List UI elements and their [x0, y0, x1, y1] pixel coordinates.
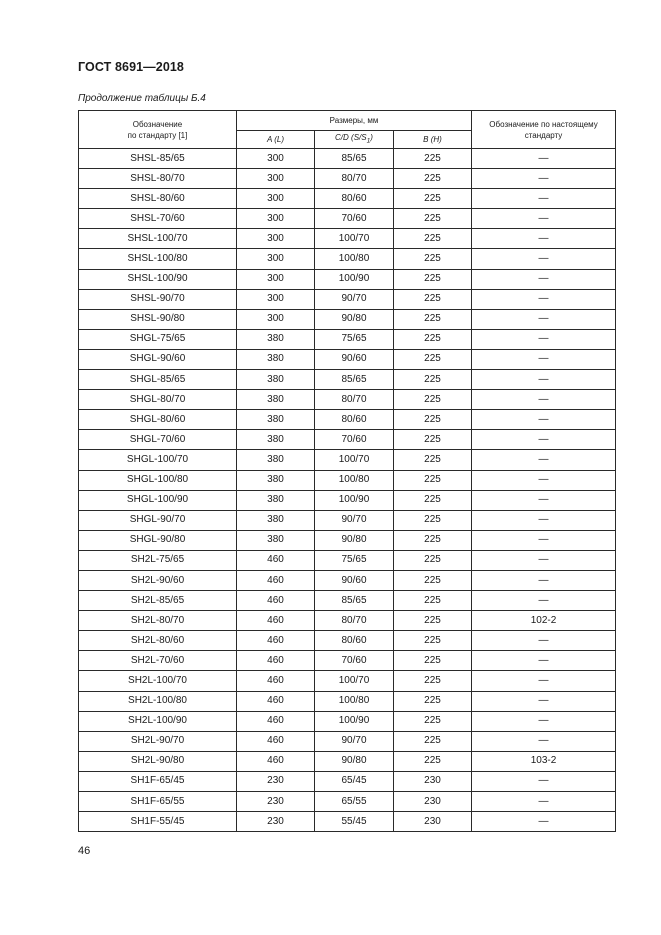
- cd-cell: 55/45: [315, 812, 394, 832]
- col-header-b: B (H): [394, 131, 472, 149]
- b-cell: 225: [394, 229, 472, 249]
- cd-cell: 100/80: [315, 249, 394, 269]
- national-designation-cell: —: [472, 370, 616, 390]
- cd-cell: 80/60: [315, 410, 394, 430]
- b-cell: 225: [394, 329, 472, 349]
- table-row: [79, 390, 616, 410]
- table-row: [79, 149, 616, 169]
- national-designation-cell: 103-2: [472, 751, 616, 771]
- cd-cell: 85/65: [315, 591, 394, 611]
- a-cell: 460: [237, 591, 315, 611]
- dimensions-table: [78, 110, 616, 832]
- cd-cell: 90/80: [315, 530, 394, 550]
- a-cell: 460: [237, 651, 315, 671]
- national-designation-cell: —: [472, 169, 616, 189]
- table-row: [79, 530, 616, 550]
- national-designation-cell: —: [472, 430, 616, 450]
- b-cell: 225: [394, 591, 472, 611]
- b-cell: 230: [394, 812, 472, 832]
- designation-cell: SHGL-80/70: [79, 390, 237, 410]
- national-designation-cell: —: [472, 309, 616, 329]
- b-cell: 225: [394, 731, 472, 751]
- b-cell: 225: [394, 370, 472, 390]
- cd-cell: 70/60: [315, 430, 394, 450]
- national-designation-cell: 102-2: [472, 611, 616, 631]
- designation-cell: SHGL-85/65: [79, 370, 237, 390]
- b-cell: 225: [394, 169, 472, 189]
- cd-cell: 75/65: [315, 550, 394, 570]
- col-header-cd-close: ): [370, 133, 373, 143]
- b-cell: 225: [394, 651, 472, 671]
- table-row: [79, 771, 616, 791]
- document-header: ГОСТ 8691—2018: [78, 60, 184, 74]
- col-header-cd: [315, 131, 394, 149]
- national-designation-cell: —: [472, 591, 616, 611]
- a-cell: 380: [237, 430, 315, 450]
- table-row: [79, 591, 616, 611]
- designation-cell: SHSL-70/60: [79, 209, 237, 229]
- designation-cell: SH2L-90/80: [79, 751, 237, 771]
- col-header-cd-base: C/D (S/S: [335, 133, 367, 143]
- b-cell: 225: [394, 550, 472, 570]
- designation-cell: SHGL-70/60: [79, 430, 237, 450]
- a-cell: 460: [237, 751, 315, 771]
- cd-cell: 80/70: [315, 169, 394, 189]
- designation-cell: SH1F-65/45: [79, 771, 237, 791]
- col-header-a: A (L): [237, 131, 315, 149]
- a-cell: 460: [237, 731, 315, 751]
- cd-cell: 70/60: [315, 209, 394, 229]
- national-designation-cell: —: [472, 771, 616, 791]
- national-designation-cell: —: [472, 209, 616, 229]
- designation-cell: SH1F-65/55: [79, 792, 237, 812]
- table-row: [79, 731, 616, 751]
- national-designation-cell: —: [472, 651, 616, 671]
- designation-cell: SHSL-80/60: [79, 189, 237, 209]
- a-cell: 380: [237, 390, 315, 410]
- national-designation-cell: —: [472, 731, 616, 751]
- a-cell: 230: [237, 771, 315, 791]
- national-designation-cell: —: [472, 349, 616, 369]
- cd-cell: 80/70: [315, 390, 394, 410]
- b-cell: 225: [394, 410, 472, 430]
- b-cell: 225: [394, 349, 472, 369]
- national-designation-cell: —: [472, 711, 616, 731]
- designation-cell: SHGL-90/80: [79, 530, 237, 550]
- designation-cell: SH2L-100/90: [79, 711, 237, 731]
- table-row: [79, 169, 616, 189]
- a-cell: 230: [237, 812, 315, 832]
- national-designation-cell: —: [472, 269, 616, 289]
- national-designation-cell: —: [472, 510, 616, 530]
- table-row: [79, 711, 616, 731]
- col-header-designation: Обозначение по стандарту [1]: [79, 111, 237, 149]
- table-row: [79, 430, 616, 450]
- designation-cell: SHGL-90/60: [79, 349, 237, 369]
- designation-cell: SH2L-100/70: [79, 671, 237, 691]
- b-cell: 225: [394, 570, 472, 590]
- national-designation-cell: —: [472, 410, 616, 430]
- table-row: [79, 631, 616, 651]
- b-cell: 225: [394, 671, 472, 691]
- table-head: [79, 111, 616, 149]
- national-designation-cell: —: [472, 530, 616, 550]
- a-cell: 380: [237, 470, 315, 490]
- cd-cell: 100/70: [315, 229, 394, 249]
- cd-cell: 100/70: [315, 450, 394, 470]
- table-row: [79, 189, 616, 209]
- cd-cell: 100/90: [315, 269, 394, 289]
- a-cell: 460: [237, 631, 315, 651]
- table-row: [79, 490, 616, 510]
- a-cell: 380: [237, 530, 315, 550]
- national-designation-cell: —: [472, 229, 616, 249]
- cd-cell: 80/70: [315, 611, 394, 631]
- national-designation-cell: —: [472, 691, 616, 711]
- a-cell: 300: [237, 229, 315, 249]
- b-cell: 225: [394, 430, 472, 450]
- page-number: 46: [78, 845, 91, 857]
- table-row: [79, 691, 616, 711]
- b-cell: 230: [394, 771, 472, 791]
- national-designation-cell: —: [472, 149, 616, 169]
- cd-cell: 100/80: [315, 691, 394, 711]
- designation-cell: SH2L-90/70: [79, 731, 237, 751]
- a-cell: 300: [237, 269, 315, 289]
- cd-cell: 100/90: [315, 490, 394, 510]
- national-designation-cell: —: [472, 470, 616, 490]
- col-header-national-designation: Обозначение по настоящему стандарту: [472, 111, 616, 149]
- designation-cell: SHSL-100/90: [79, 269, 237, 289]
- designation-cell: SH2L-75/65: [79, 550, 237, 570]
- a-cell: 460: [237, 611, 315, 631]
- a-cell: 300: [237, 169, 315, 189]
- a-cell: 460: [237, 691, 315, 711]
- a-cell: 380: [237, 490, 315, 510]
- designation-cell: SHGL-75/65: [79, 329, 237, 349]
- national-designation-cell: —: [472, 792, 616, 812]
- a-cell: 300: [237, 289, 315, 309]
- table-row: [79, 470, 616, 490]
- designation-cell: SHGL-100/80: [79, 470, 237, 490]
- a-cell: 380: [237, 450, 315, 470]
- designation-cell: SH2L-70/60: [79, 651, 237, 671]
- cd-cell: 65/55: [315, 792, 394, 812]
- designation-cell: SH2L-80/60: [79, 631, 237, 651]
- b-cell: 225: [394, 631, 472, 651]
- national-designation-cell: —: [472, 289, 616, 309]
- designation-cell: SH2L-85/65: [79, 591, 237, 611]
- table-row: [79, 812, 616, 832]
- national-designation-cell: —: [472, 490, 616, 510]
- cd-cell: 100/80: [315, 470, 394, 490]
- col-header-dimensions: Размеры, мм: [237, 111, 472, 131]
- cd-cell: 90/70: [315, 731, 394, 751]
- national-designation-cell: —: [472, 329, 616, 349]
- designation-cell: SHSL-85/65: [79, 149, 237, 169]
- cd-cell: 80/60: [315, 189, 394, 209]
- b-cell: 225: [394, 450, 472, 470]
- cd-cell: 90/60: [315, 349, 394, 369]
- a-cell: 380: [237, 349, 315, 369]
- b-cell: 225: [394, 470, 472, 490]
- table-row: [79, 370, 616, 390]
- b-cell: 225: [394, 289, 472, 309]
- table-row: [79, 570, 616, 590]
- cd-cell: 85/65: [315, 370, 394, 390]
- b-cell: 225: [394, 691, 472, 711]
- col-header-cd-subscript: 1: [366, 137, 371, 145]
- national-designation-cell: —: [472, 550, 616, 570]
- table-row: [79, 751, 616, 771]
- designation-cell: SHGL-80/60: [79, 410, 237, 430]
- national-designation-cell: —: [472, 249, 616, 269]
- b-cell: 225: [394, 209, 472, 229]
- designation-cell: SHSL-80/70: [79, 169, 237, 189]
- table-row: [79, 651, 616, 671]
- a-cell: 460: [237, 550, 315, 570]
- table-caption: Продолжение таблицы Б.4: [78, 93, 206, 104]
- cd-cell: 90/70: [315, 289, 394, 309]
- b-cell: 225: [394, 611, 472, 631]
- designation-cell: SHGL-90/70: [79, 510, 237, 530]
- table-row: [79, 410, 616, 430]
- cd-cell: 85/65: [315, 149, 394, 169]
- a-cell: 380: [237, 510, 315, 530]
- table-row: [79, 671, 616, 691]
- designation-cell: SH2L-100/80: [79, 691, 237, 711]
- a-cell: 460: [237, 711, 315, 731]
- cd-cell: 100/70: [315, 671, 394, 691]
- b-cell: 225: [394, 711, 472, 731]
- a-cell: 460: [237, 671, 315, 691]
- designation-cell: SH1F-55/45: [79, 812, 237, 832]
- table-body: [79, 149, 616, 832]
- table-row: [79, 611, 616, 631]
- cd-cell: 90/60: [315, 570, 394, 590]
- designation-cell: SH2L-90/60: [79, 570, 237, 590]
- table-row: [79, 209, 616, 229]
- b-cell: 225: [394, 249, 472, 269]
- b-cell: 225: [394, 309, 472, 329]
- a-cell: 300: [237, 149, 315, 169]
- cd-cell: 70/60: [315, 651, 394, 671]
- b-cell: 225: [394, 530, 472, 550]
- designation-cell: SHSL-90/80: [79, 309, 237, 329]
- national-designation-cell: —: [472, 671, 616, 691]
- table-row: [79, 329, 616, 349]
- table-row: [79, 792, 616, 812]
- b-cell: 225: [394, 751, 472, 771]
- cd-cell: 90/80: [315, 751, 394, 771]
- a-cell: 300: [237, 309, 315, 329]
- b-cell: 225: [394, 189, 472, 209]
- b-cell: 230: [394, 792, 472, 812]
- table-row: [79, 550, 616, 570]
- designation-cell: SHSL-90/70: [79, 289, 237, 309]
- designation-cell: SHGL-100/90: [79, 490, 237, 510]
- b-cell: 225: [394, 269, 472, 289]
- national-designation-cell: —: [472, 631, 616, 651]
- cd-cell: 80/60: [315, 631, 394, 651]
- table-row: [79, 229, 616, 249]
- cd-cell: 75/65: [315, 329, 394, 349]
- a-cell: 300: [237, 249, 315, 269]
- table-row: [79, 289, 616, 309]
- table-row: [79, 249, 616, 269]
- b-cell: 225: [394, 390, 472, 410]
- b-cell: 225: [394, 490, 472, 510]
- national-designation-cell: —: [472, 390, 616, 410]
- b-cell: 225: [394, 510, 472, 530]
- a-cell: 380: [237, 329, 315, 349]
- cd-cell: 100/90: [315, 711, 394, 731]
- a-cell: 380: [237, 410, 315, 430]
- a-cell: 300: [237, 189, 315, 209]
- national-designation-cell: —: [472, 570, 616, 590]
- national-designation-cell: —: [472, 189, 616, 209]
- table-row: [79, 510, 616, 530]
- a-cell: 230: [237, 792, 315, 812]
- table-row: [79, 269, 616, 289]
- table-row: [79, 309, 616, 329]
- designation-cell: SH2L-80/70: [79, 611, 237, 631]
- cd-cell: 65/45: [315, 771, 394, 791]
- designation-cell: SHGL-100/70: [79, 450, 237, 470]
- cd-cell: 90/70: [315, 510, 394, 530]
- national-designation-cell: —: [472, 450, 616, 470]
- a-cell: 380: [237, 370, 315, 390]
- national-designation-cell: —: [472, 812, 616, 832]
- designation-cell: SHSL-100/80: [79, 249, 237, 269]
- table-row: [79, 349, 616, 369]
- designation-cell: SHSL-100/70: [79, 229, 237, 249]
- cd-cell: 90/80: [315, 309, 394, 329]
- a-cell: 460: [237, 570, 315, 590]
- b-cell: 225: [394, 149, 472, 169]
- header-row-top: [79, 111, 616, 131]
- table-row: [79, 450, 616, 470]
- a-cell: 300: [237, 209, 315, 229]
